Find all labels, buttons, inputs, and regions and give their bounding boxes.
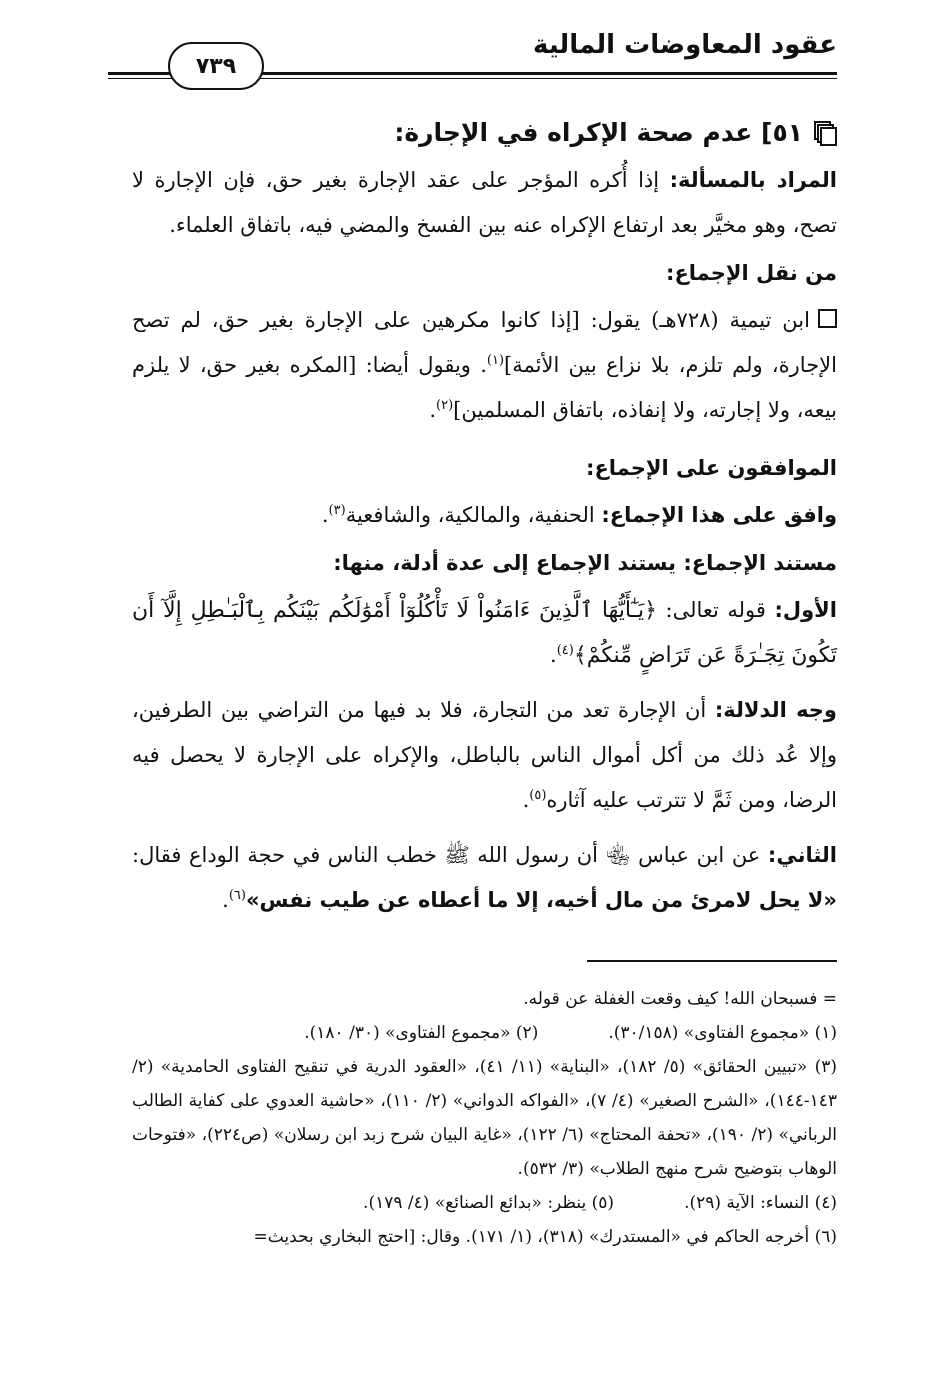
footnote-continued: = فسبحان الله! كيف وقعت الغفلة عن قوله.: [523, 989, 837, 1009]
murad-text: إذا أُكره المؤجر على عقد الإجارة بغير حق، فإن الإجارة لا تصح، وهو مخيَّر بعد ارتفاع الإكراه عنه بين الفسخ والمضي فيه، باتفاق العلماء.: [132, 168, 837, 237]
awwal-intro: قوله تعالى:: [665, 598, 766, 622]
sentence-end: .: [522, 788, 530, 812]
quran-verse: ﴿يَـٰٓأَيُّهَا ٱلَّذِينَ ءَامَنُواْ لَا تَأْكُلُوٓاْ أَمْوَٰلَكُم بَيْنَكُم بِٱلْبَـٰطِلِ إِلَّآ أَن تَكُونَ تِجَـٰرَةً عَن تَرَاضٍ مِّنكُمْ﴾: [132, 598, 837, 668]
thani-label: الثاني:: [767, 843, 837, 867]
sentence-end: .: [321, 503, 329, 527]
footnote-separator: [587, 960, 837, 962]
naql-heading: من نقل الإجماع:: [666, 261, 837, 285]
murad-paragraph: [132, 158, 837, 248]
header-rule-left: [108, 72, 178, 79]
sentence-end: .: [222, 888, 229, 912]
footnote-ref: (٣): [328, 503, 346, 518]
section-heading-text: ٥١] عدم صحة الإكراه في الإجارة:: [394, 117, 803, 147]
sentence-end: .: [550, 643, 557, 667]
running-header-title: عقود المعاوضات المالية: [533, 30, 837, 60]
footnote-5: (٥) ينظر: «بدائع الصنائع» (٤/ ١٧٩).: [363, 1193, 615, 1213]
awwal-paragraph: [132, 588, 837, 678]
wajh-text: أن الإجارة تعد من التجارة، فلا بد فيها من التراضي بين الطرفين، وإلا عُد ذلك من أكل أموال الناس بالباطل، والإكراه على الإجارة لا يحصل فيه الرضا، ومن ثَمَّ لا تترتب عليه آثاره: [132, 698, 838, 812]
ibn-taymiyya-text: ابن تيمية (٧٢٨هـ) يقول: [إذا كانوا مكرهين على الإجارة بغير حق، لم تصح الإجارة، ولم تلزم، بلا نزاع بين الأئمة]: [132, 308, 837, 377]
wajh-label: وجه الدلالة:: [714, 698, 837, 722]
footnote-ref: (٥): [529, 788, 547, 803]
footnote-1: (١) «مجموع الفتاوى» (٣٠/١٥٨).: [608, 1023, 837, 1043]
section-heading: [132, 106, 837, 158]
footnote-ref: (١): [486, 353, 505, 368]
ibn-taymiyya-paragraph: [132, 298, 837, 433]
footnote-3: (٣) «تبيين الحقائق» (٥/ ١٨٢)، «البناية» (١١/ ٤١)، «العقود الدرية في تنقيح الفتاوى الحامدية» (٢/ ١٤٣-١٤٤)، «الشرح الصغير» (٤/ ٧)، «الفواكه الدواني» (٢/ ١١٠)، «حاشية العدوي على كفاية الطالب الرباني» (٢/ ١٩٠)، «تحفة المحتاج» (٦/ ١٢٢)، «غاية البيان شرح زبد ابن رسلان» (ص٢٢٤)، «فتوحات الوهاب بتوضيح شرح منهج الطلاب» (٣/ ٥٣٢).: [132, 1057, 837, 1179]
mustanad-heading: مستند الإجماع: يستند الإجماع إلى عدة أدلة، منها:: [333, 551, 837, 575]
murad-label: المراد بالمسألة:: [669, 168, 837, 192]
wafaqa-label: وافق على هذا الإجماع:: [601, 503, 837, 527]
thani-text: عن ابن عباس ﵄ أن رسول الله ﷺ خطب الناس في حجة الوداع فقال:: [132, 843, 761, 867]
checkbox-icon: [818, 309, 837, 328]
footnote-6: (٦) أخرجه الحاكم في «المستدرك» (٣١٨)، (١/ ١٧١). وقال: [احتج البخاري بحديث=: [253, 1227, 837, 1247]
footnote-4: (٤) النساء: الآية (٢٩).: [684, 1193, 837, 1213]
hadith-text: «لا يحل لامرئ من مال أخيه، إلا ما أعطاه عن طيب نفس»: [245, 888, 837, 912]
muwafiqun-heading: الموافقون على الإجماع:: [586, 456, 837, 480]
stacked-pages-icon: [815, 121, 837, 143]
footnotes: [132, 982, 837, 1254]
ibn-taymiyya-text-2: . ويقول أيضا: [المكره بغير حق، لا يلزم بيعه، ولا إجارته، ولا إنفاذه، باتفاق المسلمين]: [132, 353, 837, 422]
wajh-paragraph: [132, 688, 837, 823]
footnote-ref: (٤): [556, 643, 574, 658]
footnote-row: [132, 1186, 837, 1220]
main-text: [132, 106, 837, 923]
page-number: ٧٣٩: [168, 42, 264, 90]
footnote-ref: (٢): [436, 398, 454, 413]
awwal-label: الأول:: [774, 598, 837, 622]
footnote-ref: (٦): [228, 888, 246, 903]
footnote-row: [132, 1016, 837, 1050]
thani-paragraph: [132, 833, 837, 923]
wafaqa-text: الحنفية، والمالكية، والشافعية: [345, 503, 595, 527]
sentence-end: .: [429, 398, 437, 422]
footnote-2: (٢) «مجموع الفتاوى» (٣٠/ ١٨٠).: [304, 1023, 539, 1043]
wafaqa-paragraph: [132, 493, 837, 538]
